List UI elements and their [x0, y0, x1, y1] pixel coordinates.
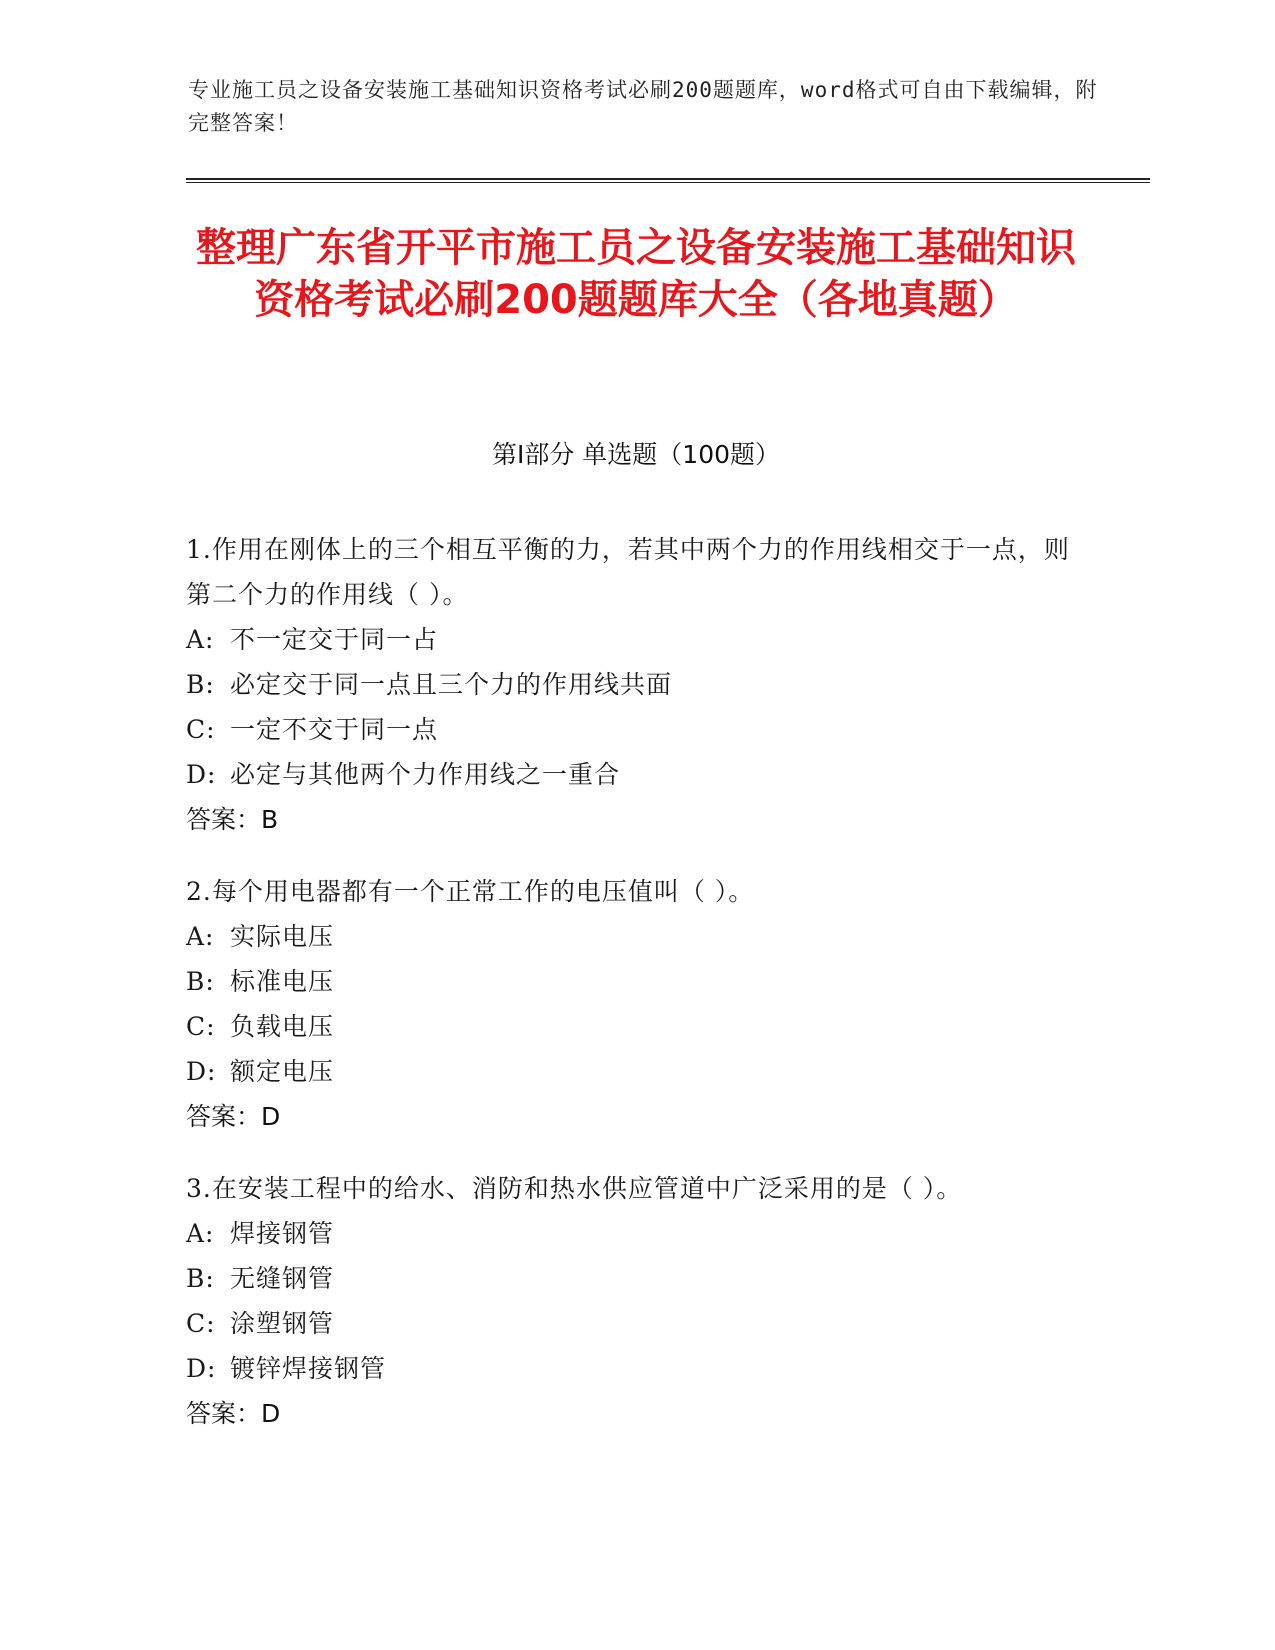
- option-text: 涂塑钢管: [230, 1309, 335, 1338]
- option-b: [186, 959, 1086, 1004]
- option-letter: D:: [186, 760, 217, 789]
- option-c: [186, 1004, 1086, 1049]
- option-letter: A:: [186, 922, 215, 951]
- question-list: [186, 527, 1086, 1463]
- option-b: [186, 662, 1086, 707]
- question-1: [186, 527, 1086, 842]
- option-letter: D:: [186, 1354, 217, 1383]
- document-title: 整理广东省开平市施工员之设备安装施工基础知识资格考试必刷200题题库大全（各地真题）: [196, 225, 1076, 323]
- option-text: 负载电压: [230, 1012, 335, 1041]
- option-a: [186, 1211, 1086, 1256]
- question-2: [186, 869, 1086, 1139]
- option-d: [186, 1346, 1086, 1391]
- option-letter: D:: [186, 1057, 217, 1086]
- option-text: 标准电压: [230, 967, 335, 996]
- option-text: 额定电压: [230, 1057, 335, 1086]
- section-title: 第Ⅰ部分 单选题（100题）: [491, 440, 781, 469]
- question-3: [186, 1166, 1086, 1436]
- question-stem: 1.作用在刚体上的三个相互平衡的力，若其中两个力的作用线相交于一点，则第二个力的作用线（ ）。: [186, 535, 1070, 609]
- question-stem: 2.每个用电器都有一个正常工作的电压值叫（ ）。: [186, 877, 755, 906]
- option-c: [186, 707, 1086, 752]
- option-d: [186, 1049, 1086, 1094]
- answer-line: 答案：D: [186, 1102, 281, 1131]
- answer-line: 答案：B: [186, 805, 279, 834]
- option-c: [186, 1301, 1086, 1346]
- option-letter: B:: [186, 1264, 215, 1293]
- option-text: 镀锌焊接钢管: [230, 1354, 387, 1383]
- option-letter: A:: [186, 625, 215, 654]
- header-divider: [186, 178, 1150, 183]
- option-letter: C:: [186, 1012, 216, 1041]
- option-letter: C:: [186, 1309, 216, 1338]
- option-letter: B:: [186, 967, 215, 996]
- option-text: 必定与其他两个力作用线之一重合: [230, 760, 621, 789]
- option-text: 必定交于同一点且三个力的作用线共面: [230, 670, 673, 699]
- option-a: [186, 617, 1086, 662]
- option-text: 无缝钢管: [230, 1264, 335, 1293]
- option-d: [186, 752, 1086, 797]
- question-stem: 3.在安装工程中的给水、消防和热水供应管道中广泛采用的是（ ）。: [186, 1174, 963, 1203]
- header-note: 专业施工员之设备安装施工基础知识资格考试必刷200题题库，word格式可自由下载编辑，附完整答案！: [188, 78, 1098, 135]
- option-text: 实际电压: [230, 922, 335, 951]
- option-letter: C:: [186, 715, 216, 744]
- option-b: [186, 1256, 1086, 1301]
- answer-line: 答案：D: [186, 1399, 281, 1428]
- option-letter: A:: [186, 1219, 215, 1248]
- option-text: 焊接钢管: [230, 1219, 335, 1248]
- option-letter: B:: [186, 670, 215, 699]
- option-text: 不一定交于同一占: [230, 625, 439, 654]
- option-a: [186, 914, 1086, 959]
- option-text: 一定不交于同一点: [230, 715, 439, 744]
